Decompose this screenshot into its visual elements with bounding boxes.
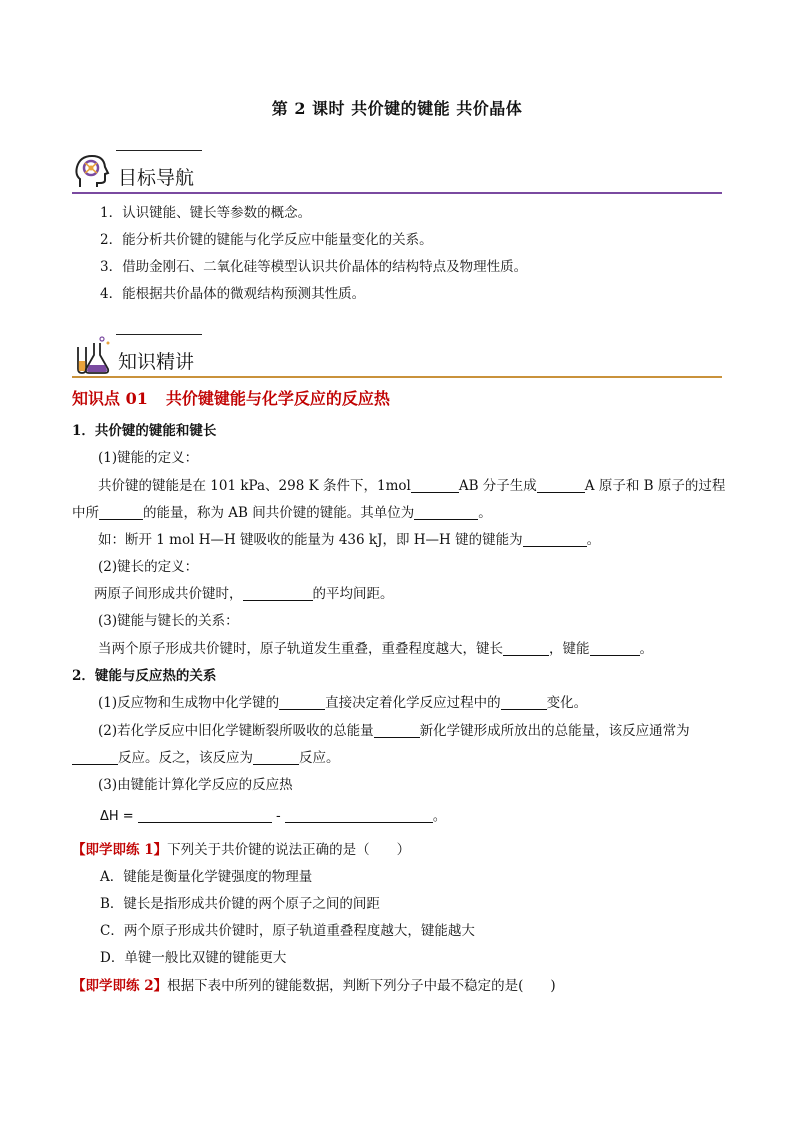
fill-blank[interactable] [72, 750, 118, 765]
exercise2-question: 根据下表中所列的键能数据，判断下列分子中最不稳定的是( ) [167, 978, 556, 994]
lab-flask-icon [72, 335, 112, 375]
fill-blank[interactable] [99, 505, 143, 520]
def2-text: 两原子间形成共价键时， 的平均间距。 [94, 586, 394, 602]
relation-label: (3)键能与键长的关系： [98, 613, 239, 629]
exercise2 [72, 976, 556, 996]
exercise1-option: B．键长是指形成共价键的两个原子之间的间距 [100, 896, 380, 912]
def2-label: (2)键长的定义： [98, 559, 199, 575]
fill-blank[interactable] [279, 695, 325, 710]
exercise1 [72, 840, 410, 860]
knowledge-point-title: 共价键键能与化学反应的反应热 [165, 389, 390, 408]
header-top-line [116, 334, 202, 335]
section-goals-label: 目标导航 [118, 167, 195, 189]
def1-text: 共价键的键能是在 101 kPa、298 K 条件下，1mol AB 分子生成 A 原子和 B 原子的过程 [98, 478, 726, 494]
knowledge-point-number: 知识点 01 [72, 389, 148, 408]
relation-text: 当两个原子形成共价键时，原子轨道发生重叠，重叠程度越大，键长 ，键能 。 [98, 641, 653, 657]
section-knowledge-label: 知识精讲 [118, 351, 195, 373]
exercise1-option: C．两个原子形成共价键时，原子轨道重叠程度越大，键能越大 [100, 923, 475, 939]
part2-p1: (1)反应物和生成物中化学键的 直接决定着化学反应过程中的 变化。 [98, 695, 588, 711]
fill-blank[interactable] [523, 532, 587, 547]
part1-heading: 1．共价键的键能和键长 [72, 423, 217, 439]
fill-blank[interactable] [253, 750, 299, 765]
goal-item: 4．能根据共价晶体的微观结构预测其性质。 [100, 286, 366, 302]
goal-item: 1．认识键能、键长等参数的概念。 [100, 205, 312, 221]
exercise1-tag: 【即学即练 1】 [72, 842, 168, 858]
fill-blank[interactable] [537, 478, 585, 493]
part2-p2-cont: 反应。反之，该反应为 反应。 [72, 748, 340, 768]
example-text: 如：断开 1 mol H—H 键吸收的能量为 436 kJ，即 H—H 键的键能为 。 [98, 532, 601, 548]
page-title: 第 2 课时 共价键的键能 共价晶体 [271, 99, 523, 118]
exercise1-option: A．键能是衡量化学键强度的物理量 [100, 869, 313, 885]
fill-blank[interactable] [414, 505, 478, 520]
header-top-line [116, 150, 202, 151]
knowledge-point-heading [72, 386, 390, 409]
exercise2-tag: 【即学即练 2】 [72, 978, 168, 994]
fill-blank[interactable] [501, 695, 547, 710]
part2-heading: 2．键能与反应热的关系 [72, 668, 217, 684]
fill-blank[interactable] [285, 808, 433, 823]
fill-blank[interactable] [243, 586, 313, 601]
goal-item: 2．能分析共价键的键能与化学反应中能量变化的关系。 [100, 232, 433, 248]
exercise1-option: D．单键一般比双键的键能更大 [100, 950, 287, 966]
fill-blank[interactable] [503, 641, 549, 656]
section-goals-rule [72, 192, 722, 194]
fill-blank[interactable] [411, 478, 459, 493]
fill-blank[interactable] [374, 723, 420, 738]
def1-label: (1)键能的定义： [98, 450, 199, 466]
def1-text-cont: 中所 的能量，称为 AB 间共价键的键能。其单位为 。 [72, 505, 492, 521]
part2-p3: (3)由键能计算化学反应的反应热 [98, 777, 293, 793]
fill-blank[interactable] [590, 641, 640, 656]
fill-blank[interactable] [138, 808, 272, 823]
exercise1-question: 下列关于共价键的说法正确的是（ ） [167, 842, 411, 858]
head-brain-icon [72, 151, 112, 191]
section-knowledge-rule [72, 376, 722, 378]
part2-p2: (2)若化学反应中旧化学键断裂所吸收的总能量 新化学键形成所放出的总能量，该反应通常为 [98, 723, 690, 739]
goal-item: 3．借助金刚石、二氧化硅等模型认识共价晶体的结构特点及物理性质。 [100, 259, 528, 275]
section-header-knowledge [72, 334, 722, 378]
section-header-goals [72, 150, 722, 194]
formula: ΔH = - 。 [100, 809, 446, 824]
